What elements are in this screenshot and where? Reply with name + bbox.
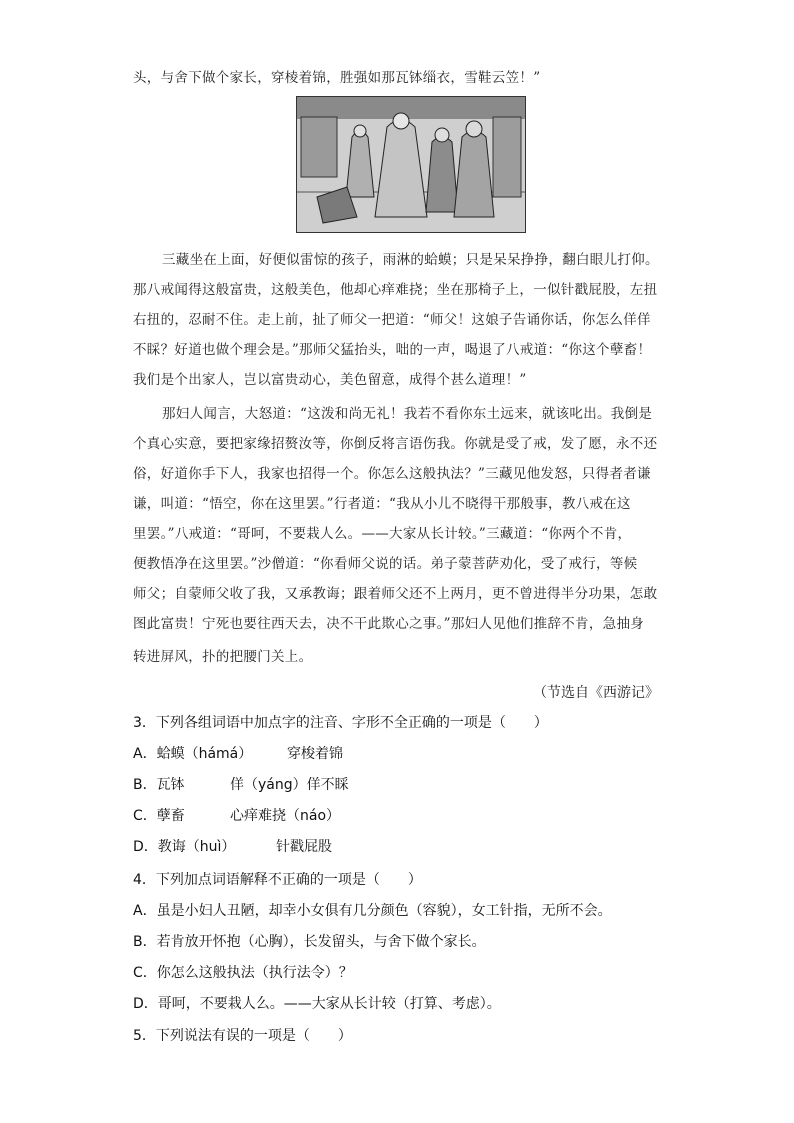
passage-line: 便教悟净在这里罢。”沙僧道：“你看师父说的话。弟子蒙菩萨劝化，受了戒行，等候	[133, 556, 638, 572]
passage-line: 谦，叫道：“悟空，你在这里罢。”行者道：“我从小儿不晓得干那般事，教八戒在这	[133, 496, 631, 512]
passage-line: 三藏坐在上面，好便似雷惊的孩子，雨淋的蛤蟆；只是呆呆挣挣，翻白眼儿打仰。	[162, 252, 659, 268]
passage-line: 那妇人闻言，大怒道：“这泼和尚无礼！我若不看你东土远来，就该叱出。我倒是	[162, 406, 653, 422]
q3-option-a: A．蛤蟆（hámá）	[133, 746, 253, 762]
q3-option-b-word: 佯（yáng）佯不睬	[230, 777, 349, 793]
q3-option-a-word: 穿梭着锦	[287, 746, 343, 762]
passage-line: 图此富贵！宁死也要往西天去，决不干此欺心之事。”那妇人见他们推辞不肯，急抽身	[133, 616, 645, 632]
passage-line: 不睬？好道也做个理会是。”那师父猛抬头，咄的一声，喝退了八戒道：“你这个孽畜！	[133, 342, 652, 358]
passage-line: 右扭的，忍耐不住。走上前，扯了师父一把道：“师父！这娘子告诵你话，你怎么佯佯	[133, 312, 651, 328]
passage-line: 师父；自蒙师父收了我，又承教诲；跟着师父还不上两月，更不曾进得半分功果，怎敢	[133, 586, 658, 602]
passage-line: 转进屏风，扑的把腰门关上。	[133, 649, 313, 665]
passage-line: 俗，好道你手下人，我家也招得一个。你怎么这般执法？”三藏见他发怒，只得者者谦	[133, 466, 651, 482]
q3-option-d-word: 针戳屁股	[276, 839, 332, 855]
woodcut-illustration	[297, 97, 525, 232]
question-4-stem: 4．下列加点词语解释不正确的一项是（ ）	[133, 872, 422, 888]
passage-line: 里罢。”八戒道：“哥呵，不要栽人么。——大家从长计较。”三藏道：“你两个不肯，	[133, 526, 632, 542]
illustration-image	[296, 96, 526, 233]
q3-option-d: D．教诲（huì）	[133, 839, 236, 855]
q4-option-c: C．你怎么这般执法（执行法令）？	[133, 965, 353, 981]
passage-line: 我们是个出家人，岂以富贵动心，美色留意，成得个甚么道理！”	[133, 372, 527, 388]
passage-line: 头，与舍下做个家长，穿棱着锦，胜强如那瓦钵缁衣，雪鞋云笠！”	[133, 70, 541, 86]
passage-line: 那八戒闻得这般富贵，这般美色，他却心痒难挠；坐在那椅子上，一似针戳屁股，左扭	[133, 282, 658, 298]
q4-option-d: D．哥呵，不要栽人么。——大家从长计较（打算、考虑）。	[133, 996, 501, 1012]
q3-option-b: B．瓦钵	[133, 777, 185, 793]
q4-option-a: A．虽是小妇人丑陋，却幸小女俱有几分颜色（容貌），女工针指，无所不会。	[133, 903, 612, 919]
source-citation: （节选自《西游记》	[533, 685, 659, 701]
q3-option-c-word: 心痒难挠（náo）	[230, 808, 341, 824]
question-5-stem: 5．下列说法有误的一项是（ ）	[133, 1028, 352, 1044]
question-3-stem: 3．下列各组词语中加点字的注音、字形不全正确的一项是（ ）	[133, 715, 548, 731]
passage-line: 个真心实意，要把家缘招赘汝等，你倒反将言语伤我。你就是受了戒，发了愿，永不还	[133, 436, 658, 452]
q4-option-b: B．若肯放开怀抱（心胸），长发留头，与舍下做个家长。	[133, 934, 486, 950]
q3-option-c: C．孽畜	[133, 808, 185, 824]
